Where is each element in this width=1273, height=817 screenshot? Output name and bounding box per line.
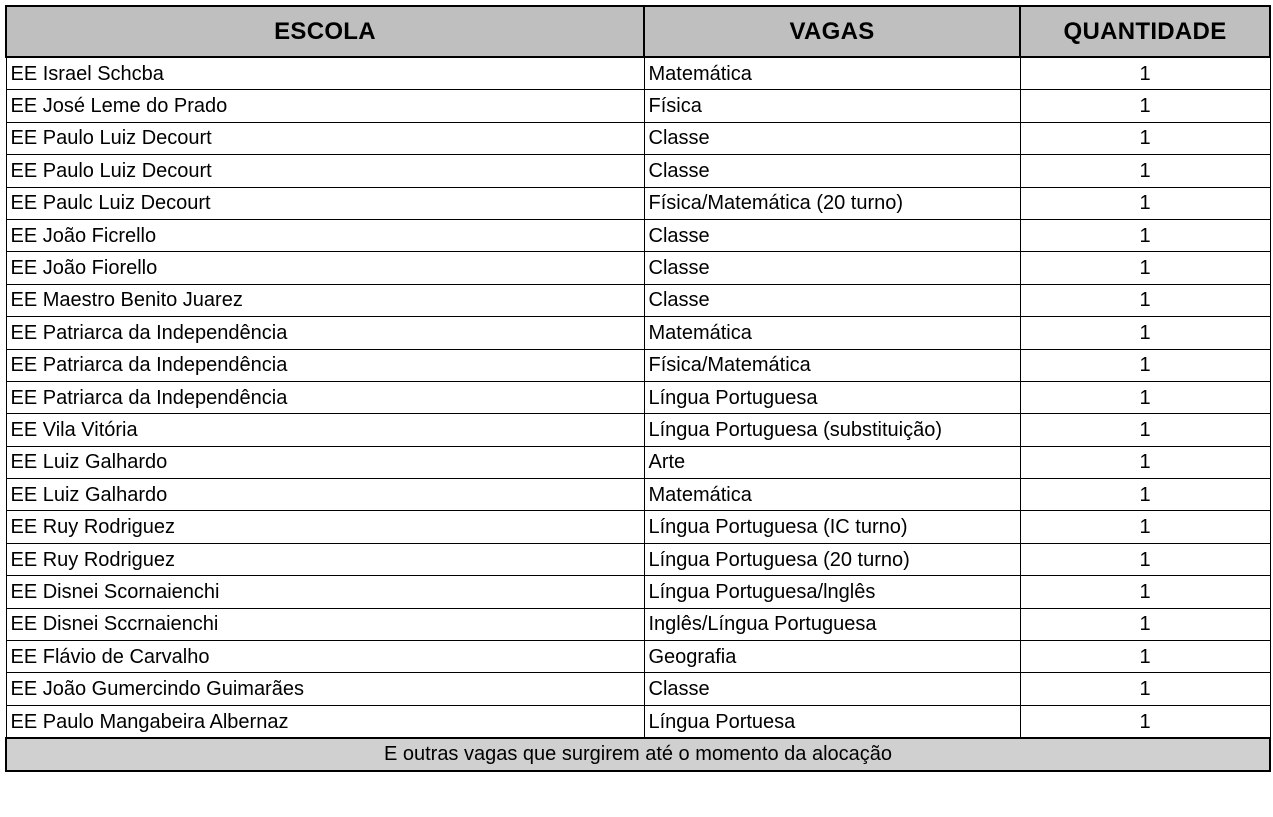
- cell-vaga: Matemática: [644, 479, 1020, 511]
- cell-quantidade: 1: [1020, 641, 1270, 673]
- cell-vaga: Língua Portuesa: [644, 705, 1020, 738]
- cell-quantidade: 1: [1020, 349, 1270, 381]
- table-row: [6, 479, 1270, 511]
- vacancies-table: [5, 5, 1271, 772]
- table-row: [6, 122, 1270, 154]
- cell-vaga: Língua Portuguesa/lnglês: [644, 576, 1020, 608]
- cell-escola: EE João Fiorello: [6, 252, 644, 284]
- cell-escola: EE Flávio de Carvalho: [6, 641, 644, 673]
- table-row: [6, 90, 1270, 122]
- cell-escola: EE Israel Schcba: [6, 57, 644, 90]
- cell-escola: EE Paulo Mangabeira Albernaz: [6, 705, 644, 738]
- footer-note: E outras vagas que surgirem até o momento da alocação: [6, 738, 1270, 771]
- table-row: [6, 187, 1270, 219]
- table-row: [6, 381, 1270, 413]
- cell-vaga: Classe: [644, 219, 1020, 251]
- cell-escola: EE João Ficrello: [6, 219, 644, 251]
- cell-quantidade: 1: [1020, 155, 1270, 187]
- table-row: [6, 543, 1270, 575]
- cell-vaga: Língua Portuguesa (IC turno): [644, 511, 1020, 543]
- cell-vaga: Matemática: [644, 57, 1020, 90]
- cell-quantidade: 1: [1020, 479, 1270, 511]
- cell-vaga: Física/Matemática: [644, 349, 1020, 381]
- cell-quantidade: 1: [1020, 414, 1270, 446]
- cell-vaga: Classe: [644, 284, 1020, 316]
- cell-quantidade: 1: [1020, 187, 1270, 219]
- header-vagas: VAGAS: [644, 6, 1020, 57]
- cell-escola: EE João Gumercindo Guimarães: [6, 673, 644, 705]
- table-row: [6, 317, 1270, 349]
- table-row: [6, 57, 1270, 90]
- table-row: [6, 414, 1270, 446]
- header-escola: ESCOLA: [6, 6, 644, 57]
- table-row: [6, 252, 1270, 284]
- cell-quantidade: 1: [1020, 705, 1270, 738]
- cell-vaga: Classe: [644, 122, 1020, 154]
- cell-escola: EE Patriarca da Independência: [6, 317, 644, 349]
- cell-escola: EE Disnei Scornaienchi: [6, 576, 644, 608]
- table-footer-row: [6, 738, 1270, 771]
- cell-escola: EE Paulc Luiz Decourt: [6, 187, 644, 219]
- header-quantidade: QUANTIDADE: [1020, 6, 1270, 57]
- table-header-row: [6, 6, 1270, 57]
- cell-quantidade: 1: [1020, 317, 1270, 349]
- cell-escola: EE Patriarca da Independência: [6, 349, 644, 381]
- table-row: [6, 446, 1270, 478]
- table-row: [6, 155, 1270, 187]
- vacancies-table-container: [5, 5, 1269, 772]
- cell-quantidade: 1: [1020, 219, 1270, 251]
- table-row: [6, 608, 1270, 640]
- cell-quantidade: 1: [1020, 673, 1270, 705]
- cell-vaga: Classe: [644, 155, 1020, 187]
- cell-escola: EE Paulo Luiz Decourt: [6, 122, 644, 154]
- table-row: [6, 219, 1270, 251]
- table-row: [6, 641, 1270, 673]
- cell-escola: EE Disnei Sccrnaienchi: [6, 608, 644, 640]
- cell-quantidade: 1: [1020, 608, 1270, 640]
- cell-quantidade: 1: [1020, 90, 1270, 122]
- cell-quantidade: 1: [1020, 284, 1270, 316]
- cell-vaga: Língua Portuguesa (substituição): [644, 414, 1020, 446]
- cell-escola: EE Luiz Galhardo: [6, 479, 644, 511]
- cell-quantidade: 1: [1020, 543, 1270, 575]
- cell-vaga: Física: [644, 90, 1020, 122]
- table-row: [6, 673, 1270, 705]
- table-row: [6, 349, 1270, 381]
- cell-escola: EE Ruy Rodriguez: [6, 511, 644, 543]
- cell-escola: EE Patriarca da Independência: [6, 381, 644, 413]
- table-row: [6, 576, 1270, 608]
- cell-quantidade: 1: [1020, 122, 1270, 154]
- cell-vaga: Inglês/Língua Portuguesa: [644, 608, 1020, 640]
- table-body: [6, 57, 1270, 738]
- cell-escola: EE Vila Vitória: [6, 414, 644, 446]
- cell-vaga: Língua Portuguesa: [644, 381, 1020, 413]
- cell-escola: EE Luiz Galhardo: [6, 446, 644, 478]
- cell-vaga: Matemática: [644, 317, 1020, 349]
- cell-escola: EE José Leme do Prado: [6, 90, 644, 122]
- table-row: [6, 511, 1270, 543]
- cell-vaga: Arte: [644, 446, 1020, 478]
- cell-escola: EE Paulo Luiz Decourt: [6, 155, 644, 187]
- cell-quantidade: 1: [1020, 576, 1270, 608]
- cell-quantidade: 1: [1020, 511, 1270, 543]
- cell-vaga: Classe: [644, 673, 1020, 705]
- cell-vaga: Língua Portuguesa (20 turno): [644, 543, 1020, 575]
- cell-vaga: Classe: [644, 252, 1020, 284]
- cell-escola: EE Maestro Benito Juarez: [6, 284, 644, 316]
- cell-vaga: Geografia: [644, 641, 1020, 673]
- cell-quantidade: 1: [1020, 446, 1270, 478]
- cell-quantidade: 1: [1020, 381, 1270, 413]
- table-row: [6, 284, 1270, 316]
- cell-escola: EE Ruy Rodriguez: [6, 543, 644, 575]
- cell-quantidade: 1: [1020, 57, 1270, 90]
- table-row: [6, 705, 1270, 738]
- cell-quantidade: 1: [1020, 252, 1270, 284]
- cell-vaga: Física/Matemática (20 turno): [644, 187, 1020, 219]
